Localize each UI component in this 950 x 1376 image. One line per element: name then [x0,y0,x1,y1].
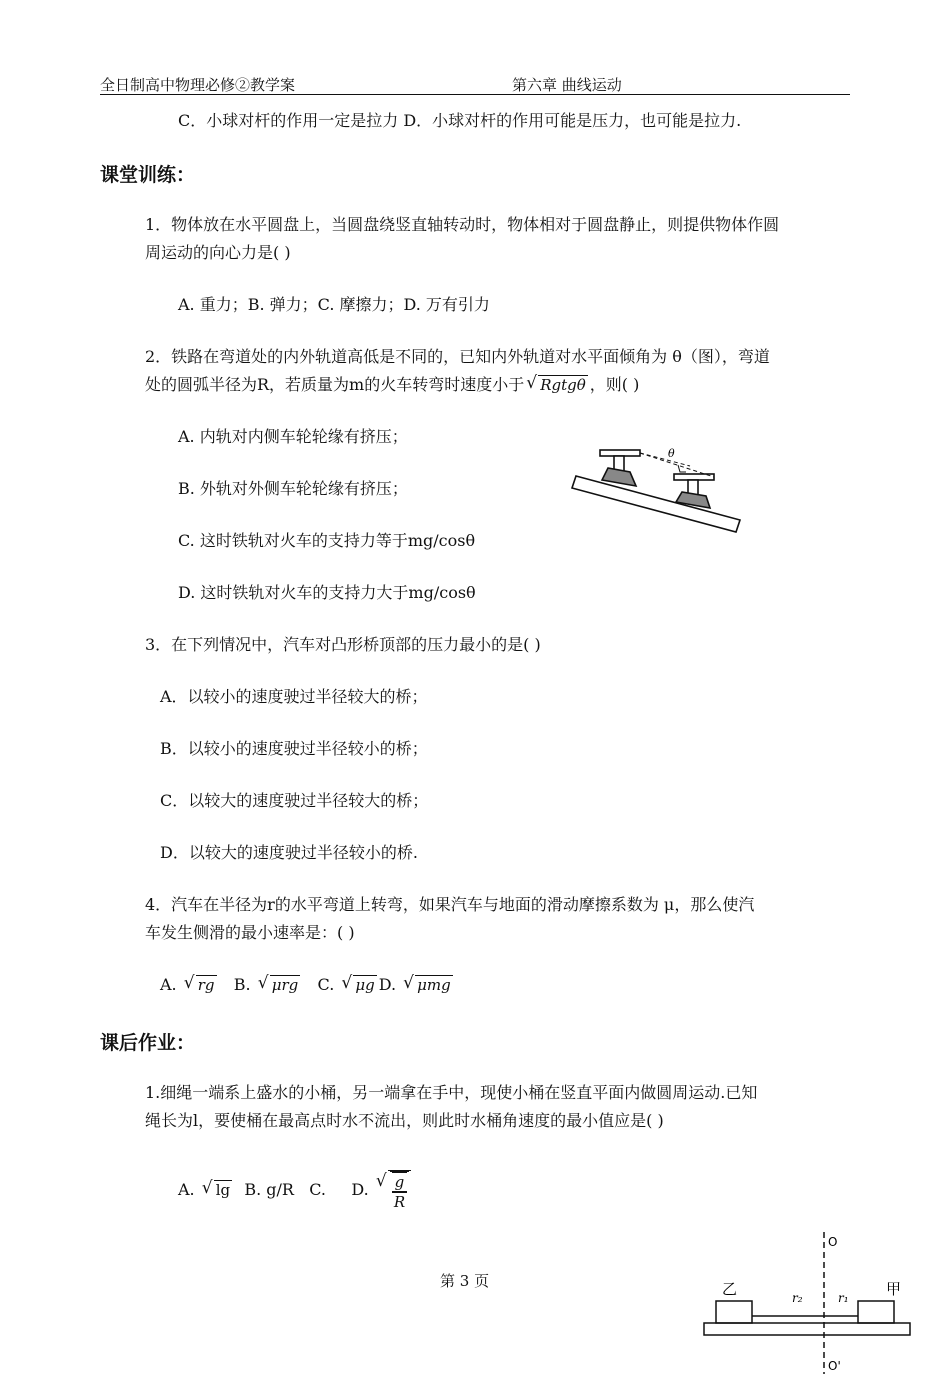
hw-q1-label-d: D. [351,1180,369,1199]
q2-option-c: C. 这时铁轨对火车的支持力等于mg/cosθ [178,531,476,550]
page-number: 第 3 页 [440,1272,490,1290]
r1-label: r₁ [838,1291,849,1305]
q4-label-b: B. [233,975,251,994]
q4-label-d: D. [378,975,397,994]
q2-line2-pre: 处的圆弧半径为R，若质量为m的火车转弯时速度小于 [145,375,525,394]
q2-root-expression: √ Rgtgθ [526,372,588,398]
axis-top-label: O [828,1235,838,1249]
hw-q1-line2: 绳长为l，要使桶在最高点时水不流出，则此时水桶角速度的最小值应是( ) [145,1111,664,1130]
rail-track-figure [570,438,745,538]
q4-root-d: √ μmg [403,972,453,998]
theta-label: θ [668,447,675,460]
q2-line2-post: ，则( ) [589,375,640,394]
q4-root-b: √ μrg [258,972,301,998]
hw-q1-root-a: √ lg [202,1177,232,1203]
hw-q1-options [178,1170,413,1211]
section-title-classroom: 课堂训练： [100,164,196,186]
r2-label: r₂ [792,1291,803,1305]
q2-option-a: A. 内轨对内侧车轮轮缘有挤压； [178,427,408,446]
q2-line2 [145,372,639,398]
turntable-figure [700,1230,915,1376]
header-left: 全日制高中物理必修②教学案 [100,76,296,94]
q4-label-a: A. [160,975,177,994]
section-title-homework: 课后作业： [100,1032,196,1054]
q2-option-b: B. 外轨对外侧车轮轮缘有挤压； [178,479,408,498]
hw-q1-label-c: C. [309,1180,326,1199]
q4-root-a: √ rg [184,972,217,998]
header-rule [100,94,850,95]
q4-label-c: C. [317,975,335,994]
q3-line1: 3．在下列情况中，汽车对凸形桥顶部的压力最小的是( ) [145,635,541,654]
block-right-label: 甲 [886,1280,902,1298]
q2-option-d: D. 这时铁轨对火车的支持力大于mg/cosθ [178,583,476,602]
q2-line1: 2．铁路在弯道处的内外轨道高低是不同的，已知内外轨道对水平面倾角为 θ（图），弯道 [145,347,770,366]
q3-option-c: C．以较大的速度驶过半径较大的桥； [160,791,429,810]
q3-option-b: B．以较小的速度驶过半径较小的桥； [160,739,428,758]
q3-option-d: D．以较大的速度驶过半径较小的桥. [160,843,418,862]
block-left-label: 乙 [722,1280,738,1298]
q3-option-a: A．以较小的速度驶过半径较大的桥； [160,687,428,706]
hw-q1-line1: 1.细绳一端系上盛水的小桶，另一端拿在手中，现使小桶在竖直平面内做圆周运动.已知 [145,1083,758,1102]
q1-line1: 1．物体放在水平圆盘上，当圆盘绕竖直轴转动时，物体相对于圆盘静止，则提供物体作圆 [145,215,780,234]
q1-line2: 周运动的向心力是( ) [145,243,291,262]
q4-options [160,972,455,998]
axis-bottom-label: O' [828,1359,841,1373]
hw-q1-label-b: B. g/R [244,1180,294,1199]
hw-q1-label-a: A. [178,1180,195,1199]
q1-options: A. 重力；B. 弹力；C. 摩擦力；D. 万有引力 [178,295,490,314]
hw-q1-fraction: √ $\frac{g}{R}$ [390,1171,409,1211]
q4-line2: 车发生侧滑的最小速率是：( ) [145,923,355,942]
q4-line1: 4．汽车在半径为r的水平弯道上转弯，如果汽车与地面的滑动摩擦系数为 μ，那么使汽 [145,895,755,914]
header-right: 第六章 曲线运动 [512,76,622,94]
hw-q1-root-d [376,1170,411,1211]
prev-question-options: C．小球对杆的作用一定是拉力 D．小球对杆的作用可能是压力，也可能是拉力. [178,111,742,130]
q4-root-c: √ μg [341,972,376,998]
